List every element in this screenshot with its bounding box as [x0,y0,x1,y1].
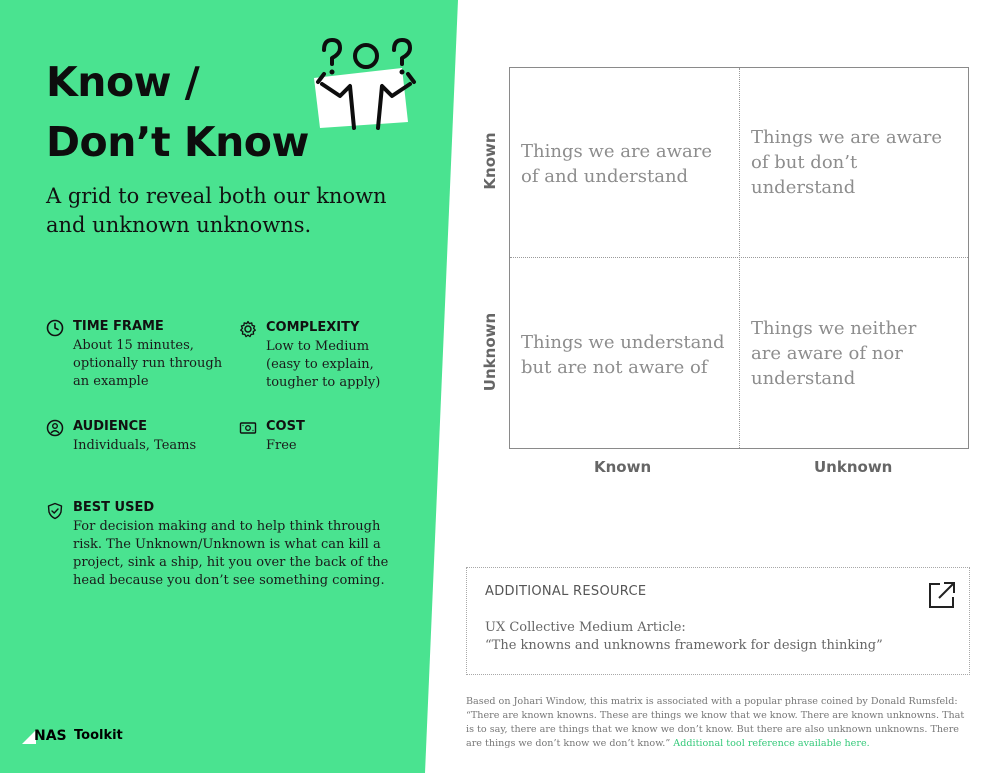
complexity-block [239,320,429,395]
col-label-unknown: Unknown [814,458,893,476]
row-label-known: Known [481,132,499,190]
resource-line-2[interactable]: “The knowns and unknowns framework for design thinking” [485,638,883,653]
confused-person-icon [310,36,420,131]
title-line-2: Don’t Know [46,118,309,166]
brand-name: Toolkit [74,728,123,743]
resource-line-1[interactable]: UX Collective Medium Article: [485,620,686,635]
title-line-1: Know / [46,58,200,106]
subtitle: A grid to reveal both our known and unknown unknowns. [46,184,387,237]
audience-block [46,419,226,459]
best-used-label: BEST USED [73,500,155,515]
time-frame-block [46,319,226,394]
money-icon [239,419,257,437]
matrix-vertical-divider [739,68,740,448]
cost-block [239,419,419,459]
additional-resource-box [466,567,970,675]
cell-known-known: Things we are aware of and understand [521,141,713,187]
complexity-text: Low to Medium (easy to explain, tougher to apply) [266,339,381,390]
clock-icon [46,319,64,337]
resource-title: ADDITIONAL RESOURCE [485,584,647,599]
audience-label: AUDIENCE [73,419,148,434]
gear-icon [239,320,257,338]
complexity-label: COMPLEXITY [266,320,360,335]
matrix-horizontal-divider [510,257,968,258]
cost-text: Free [266,438,297,453]
best-used-block [46,500,396,595]
audience-text: Individuals, Teams [73,438,197,453]
cell-unknown-known: Things we understand but are not aware of [521,332,725,378]
external-link-icon[interactable] [927,580,957,610]
best-used-text: For decision making and to help think through risk. The Unknown/Unknown is what can kill a project, sink a ship, hit you over the back of the head because you don’t see something coming. [73,519,389,588]
cost-label: COST [266,419,305,434]
footnote-text: Based on Johari Window, this matrix is associated with a popular phrase coined by Donald Rumsfeld: “There are known knowns. These are things we know that we know. There are known unknowns. That is to say, there are things that we know we don’t know. But there are also unknown unknowns. There are things we don’t know we don’t know.” [466,696,965,749]
time-frame-label: TIME FRAME [73,319,164,334]
footnote [466,695,972,751]
col-label-known: Known [594,458,652,476]
person-icon [46,419,64,437]
row-label-unknown: Unknown [481,312,499,392]
shield-icon [46,502,64,520]
cell-unknown-unknown: Things we neither are aware of nor understand [751,318,917,389]
know-dont-know-matrix [509,67,969,449]
page-title [46,52,309,172]
brand-mark: NAS [34,728,67,744]
cell-known-unknown: Things we are aware of but don’t understand [751,127,943,198]
tool-reference-link[interactable]: Additional tool reference available here. [673,738,870,749]
nas-logo [22,726,74,746]
time-frame-text: About 15 minutes, optionally run through an example [73,338,223,389]
